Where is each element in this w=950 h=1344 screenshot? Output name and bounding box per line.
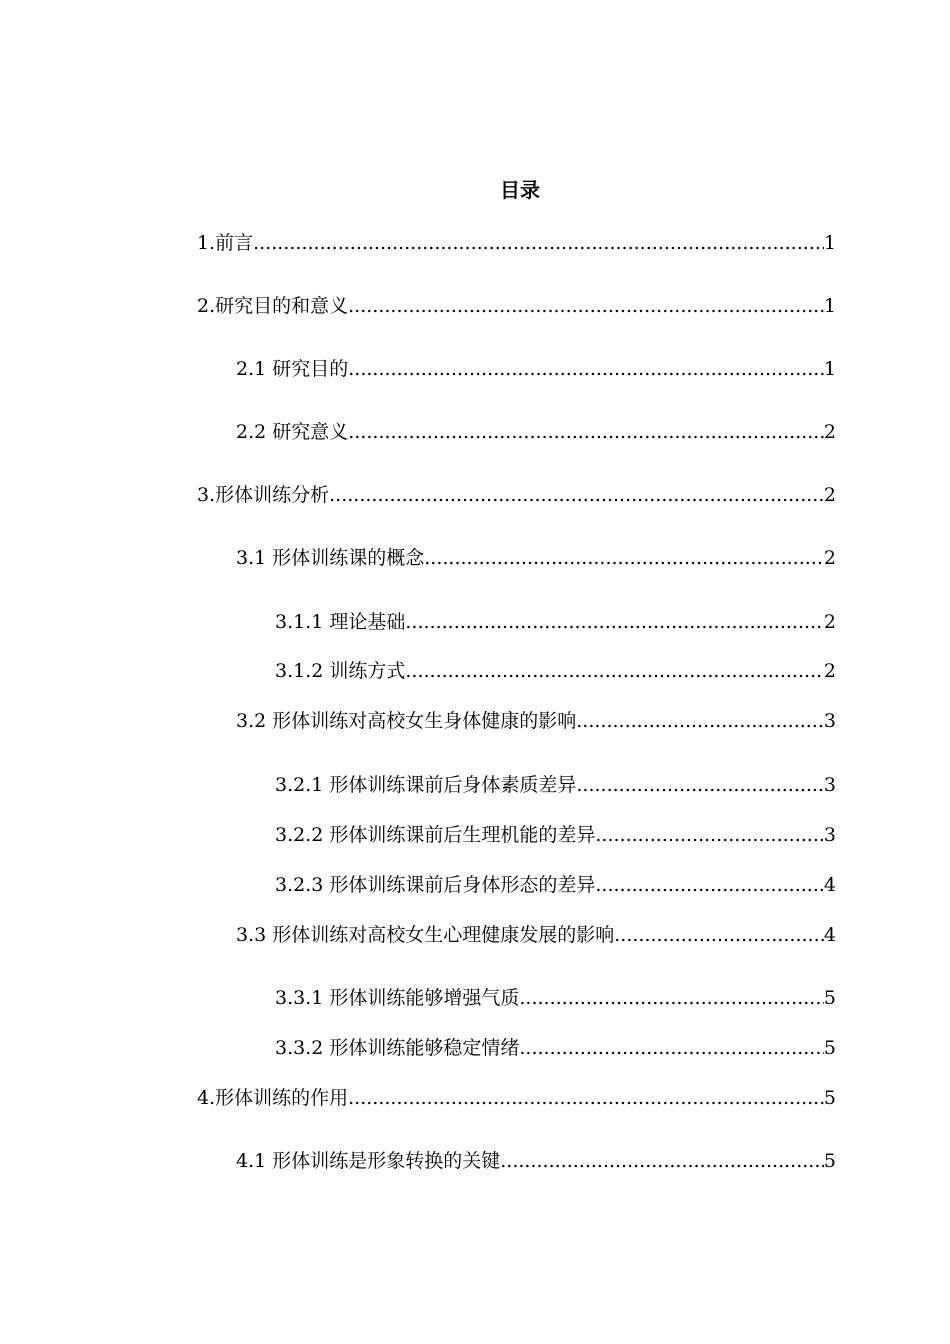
toc-entry[interactable]	[197, 1084, 836, 1112]
toc-dot-leader	[405, 608, 824, 636]
toc-entry-text: 3.形体训练分析	[197, 484, 330, 506]
toc-entry[interactable]	[236, 707, 836, 735]
toc-entry-text: 4.形体训练的作用	[197, 1087, 349, 1109]
toc-entry[interactable]	[275, 657, 836, 685]
toc-entry[interactable]	[236, 355, 836, 383]
toc-page-number: 5	[823, 1087, 836, 1109]
toc-page-number: 3	[823, 710, 836, 732]
toc-page-number: 1	[823, 232, 836, 254]
toc-entry-text: 2.2 研究意义	[236, 421, 349, 443]
toc-title: 目录	[500, 178, 540, 202]
toc-dot-leader	[576, 707, 824, 735]
toc-entry-text: 3.2 形体训练对高校女生身体健康的影响	[236, 710, 577, 732]
toc-page-number: 2	[823, 660, 836, 682]
toc-entry[interactable]	[275, 984, 836, 1012]
toc-entry-text: 3.2.3 形体训练课前后身体形态的差异	[275, 874, 596, 896]
toc-entry[interactable]	[275, 608, 836, 636]
toc-entry-text: 3.3.1 形体训练能够增强气质	[275, 987, 520, 1009]
toc-page-number: 2	[823, 484, 836, 506]
toc-entry-text: 3.3 形体训练对高校女生心理健康发展的影响	[236, 924, 615, 946]
toc-entry[interactable]	[236, 544, 836, 572]
toc-dot-leader	[348, 1084, 824, 1112]
toc-entry[interactable]	[197, 292, 836, 320]
toc-page-number: 3	[823, 824, 836, 846]
toc-page-number: 2	[823, 547, 836, 569]
toc-entry[interactable]	[275, 771, 836, 799]
toc-entry-text: 2.研究目的和意义	[197, 295, 349, 317]
toc-page-number: 1	[823, 358, 836, 380]
toc-dot-leader	[500, 1147, 824, 1175]
toc-entry-text: 3.1 形体训练课的概念	[236, 547, 425, 569]
toc-entry[interactable]	[236, 1147, 836, 1175]
toc-entry[interactable]	[197, 229, 836, 257]
toc-entry-text: 3.1.2 训练方式	[275, 660, 406, 682]
toc-dot-leader	[595, 871, 824, 899]
toc-dot-leader	[595, 821, 824, 849]
toc-page-number: 5	[823, 987, 836, 1009]
toc-dot-leader	[348, 355, 824, 383]
toc-dot-leader	[519, 1034, 824, 1062]
toc-entry[interactable]	[275, 1034, 836, 1062]
toc-entry-text: 3.1.1 理论基础	[275, 611, 406, 633]
toc-dot-leader	[424, 544, 824, 572]
toc-entry-text: 2.1 研究目的	[236, 358, 349, 380]
toc-entry[interactable]	[275, 821, 836, 849]
toc-entry-text: 3.2.1 形体训练课前后身体素质差异	[275, 774, 577, 796]
toc-page-number: 5	[823, 1037, 836, 1059]
toc-dot-leader	[348, 292, 824, 320]
toc-page-number: 2	[823, 421, 836, 443]
toc-entry[interactable]	[236, 418, 836, 446]
toc-page-number: 2	[823, 611, 836, 633]
toc-entry-text: 4.1 形体训练是形象转换的关键	[236, 1150, 501, 1172]
toc-dot-leader	[614, 921, 824, 949]
toc-dot-leader	[519, 984, 824, 1012]
toc-dot-leader	[329, 481, 824, 509]
toc-page-number: 4	[823, 924, 836, 946]
toc-dot-leader	[253, 229, 824, 257]
toc-dot-leader	[348, 418, 824, 446]
toc-page-number: 4	[823, 874, 836, 896]
toc-entry[interactable]	[197, 481, 836, 509]
toc-dot-leader	[405, 657, 824, 685]
toc-page-number: 3	[823, 774, 836, 796]
toc-page-number: 1	[823, 295, 836, 317]
toc-entry-text: 3.3.2 形体训练能够稳定情绪	[275, 1037, 520, 1059]
toc-entry-text: 3.2.2 形体训练课前后生理机能的差异	[275, 824, 596, 846]
toc-entry[interactable]	[275, 871, 836, 899]
toc-entry[interactable]	[236, 921, 836, 949]
toc-dot-leader	[576, 771, 824, 799]
toc-entry-text: 1.前言	[197, 232, 254, 254]
toc-page-number: 5	[823, 1150, 836, 1172]
